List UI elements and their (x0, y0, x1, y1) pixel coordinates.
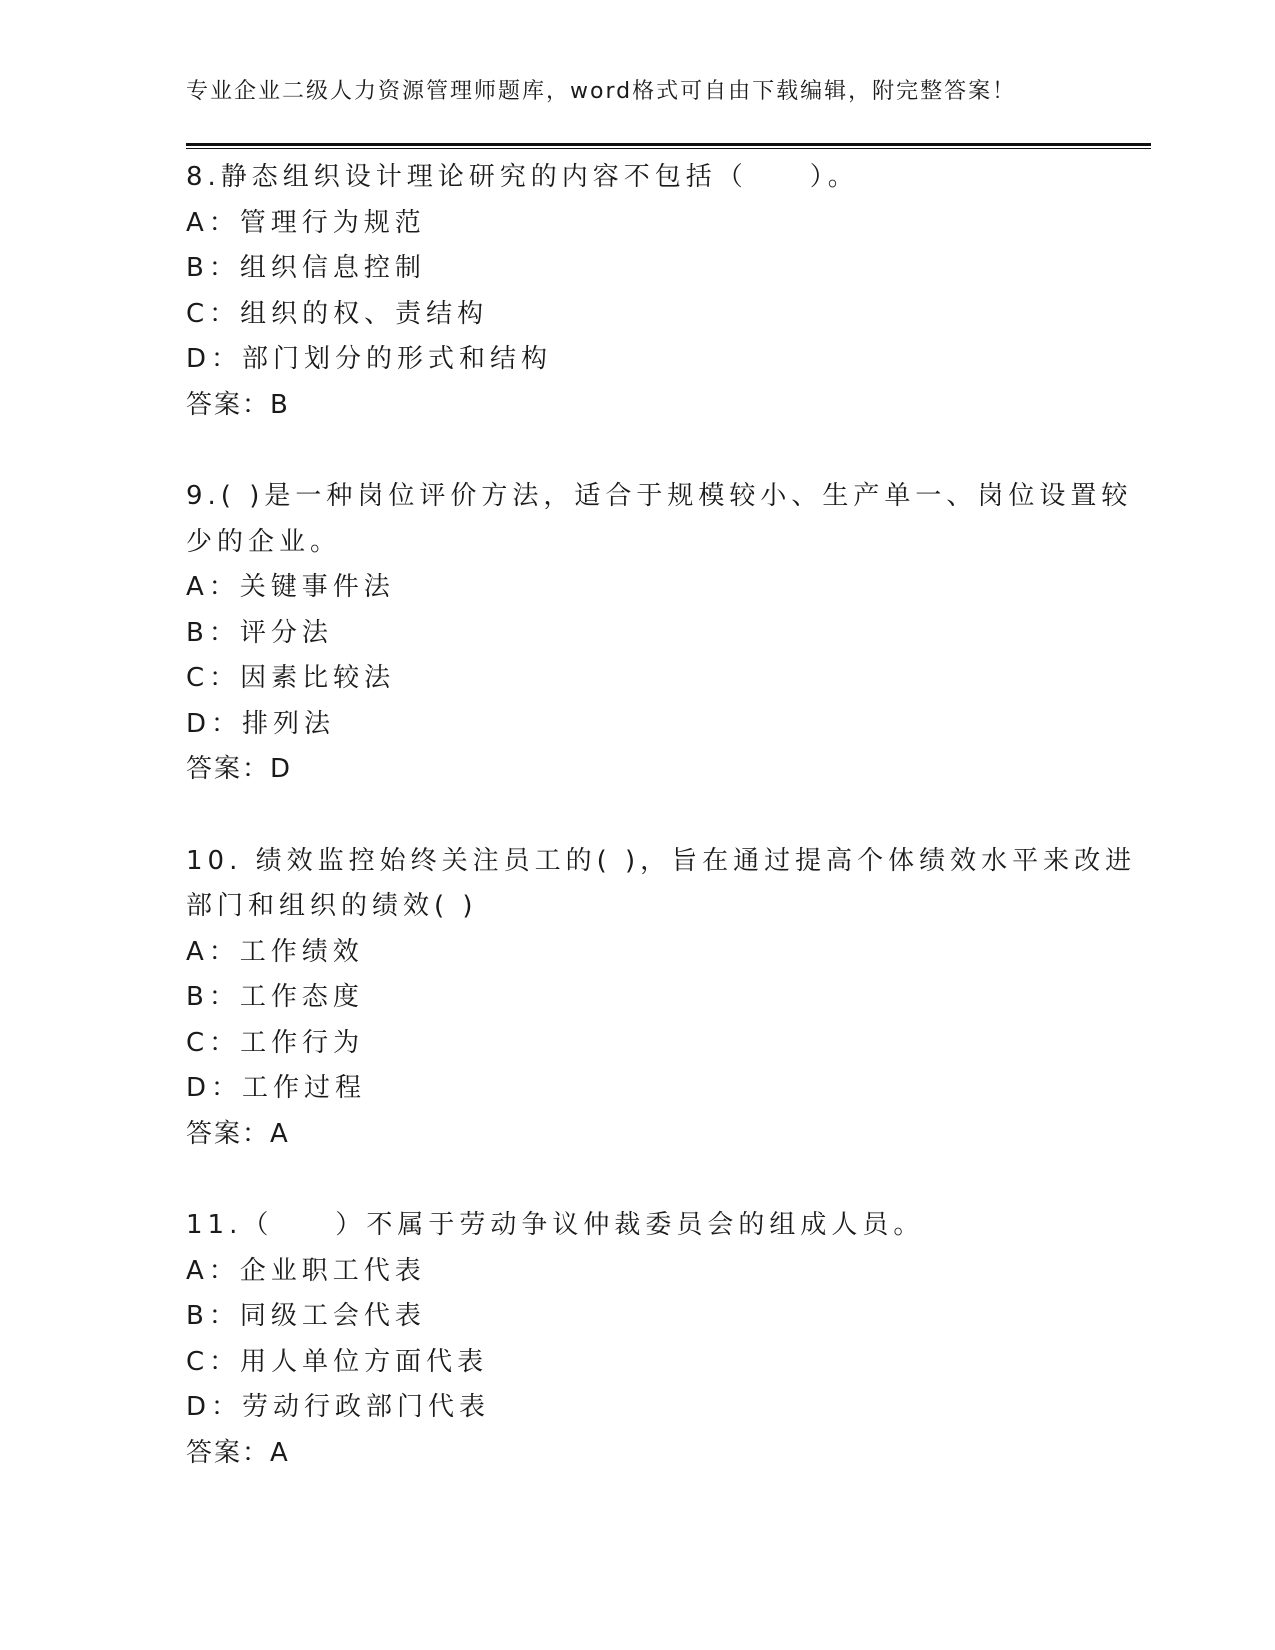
question-11 (186, 1203, 1086, 1476)
option-b: B：同级工会代表 (186, 1301, 426, 1331)
option-c: C：用人单位方面代表 (186, 1346, 489, 1377)
option-b: B：评分法 (186, 617, 333, 648)
question-10 (186, 839, 1137, 1158)
option-d: D：劳动行政部门代表 (186, 1392, 491, 1422)
question-stem: 11.（ ）不属于劳动争议仲裁委员会的组成人员。 (186, 1210, 925, 1240)
answer-text: 答案：A (186, 1118, 290, 1149)
page-header: 专业企业二级人力资源管理师题库，word格式可自由下载编辑，附完整答案！ (186, 79, 1017, 104)
option-a: A：工作绩效 (186, 936, 364, 967)
question-stem: 10. 绩效监控始终关注员工的( )，旨在通过提高个体绩效水平来改进 (186, 845, 1137, 876)
header-divider (186, 143, 1151, 149)
question-8 (186, 155, 1086, 428)
question-stem-continued: 部门和组织的绩效( ) (186, 891, 478, 921)
question-9 (186, 474, 1133, 793)
option-c: C：组织的权、责结构 (186, 298, 489, 329)
answer-text: 答案：D (186, 754, 293, 784)
question-stem-continued: 少的企业。 (186, 526, 342, 557)
option-a: A：管理行为规范 (186, 207, 426, 238)
option-b: B：工作态度 (186, 982, 364, 1012)
option-c: C：工作行为 (186, 1027, 365, 1058)
question-list (186, 155, 1137, 1522)
option-a: A：关键事件法 (186, 572, 395, 602)
option-d: D：部门划分的形式和结构 (186, 344, 553, 374)
answer-text: 答案：A (186, 1437, 290, 1468)
question-stem: 8.静态组织设计理论研究的内容不包括（ ）。 (186, 162, 859, 192)
option-a: A：企业职工代表 (186, 1255, 426, 1286)
question-stem: 9.( )是一种岗位评价方法，适合于规模较小、生产单一、岗位设置较 (186, 481, 1133, 511)
option-d: D：排列法 (186, 708, 336, 739)
option-c: C：因素比较法 (186, 663, 396, 693)
option-d: D：工作过程 (186, 1073, 367, 1103)
answer-text: 答案：B (186, 389, 290, 420)
option-b: B：组织信息控制 (186, 253, 426, 283)
